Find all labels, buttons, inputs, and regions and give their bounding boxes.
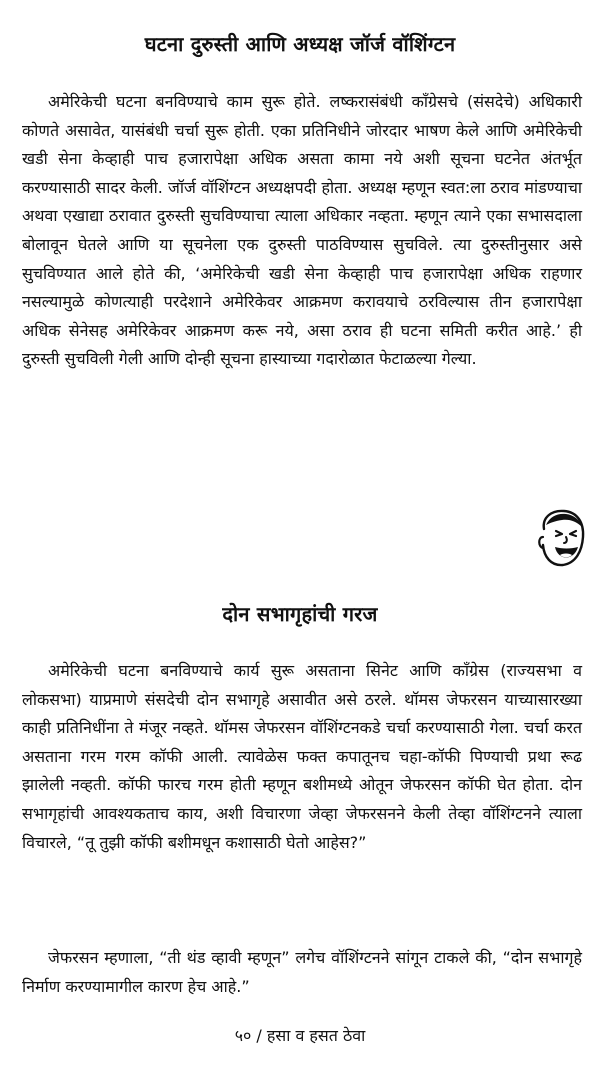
story-title-two-houses: दोन सभागृहांची गरज (222, 602, 378, 626)
story-title-constitution-amendment: घटना दुरुस्ती आणि अध्यक्ष जॉर्ज वॉशिंग्टन (144, 32, 456, 56)
story-body-two-houses: अमेरिकेची घटना बनविण्याचे कार्य सुरू असताना सिनेट आणि कॉंग्रेस (राज्यसभा व लोकसभा) याप्रमाणे संसदेची दोन सभागृहे असावीत असे ठरले. थॉमस जेफरसन याच्यासारख्या काही प्रतिनिधींना ते मंजूर नव्हते. थॉमस जेफरसन वॉशिंग्टनकडे चर्चा करण्यासाठी गेला. चर्चा करत असताना गरम गरम कॉफी आली. त्यावेळेस फक्त कपातूनच चहा-कॉफी पिण्याची प्रथा रूढ झालेली नव्हती. कॉफी फारच गरम होती म्हणून बशीमध्ये ओतून जेफरसन कॉफी घेत होता. दोन सभागृहांची आवश्यकताच काय, अशी विचारणा जेव्हा जेफरसनने केली तेव्हा वॉशिंग्टनने त्याला विचारले, “तू तुझी कॉफी बशीमधून कशासाठी घेतो आहेस?” (22, 661, 582, 852)
laughing-face-icon (536, 507, 588, 569)
story-body-two-houses-ending: जेफरसन म्हणाला, “ती थंड व्हावी म्हणून” लगेच वॉशिंग्टनने सांगून टाकले की, “दोन सभागृहे निर्माण करण्यामागील कारण हेच आहे.” (22, 948, 582, 996)
story-body-constitution-amendment: अमेरिकेची घटना बनविण्याचे काम सुरू होते. लष्करासंबंधी कॉंग्रेसचे (संसदेचे) अधिकारी कोणते असावेत, यासंबंधी चर्चा सुरू होती. एका प्रतिनिधीने जोरदार भाषण केले आणि अमेरिकेची खडी सेना केव्हाही पाच हजारापेक्षा अधिक असता कामा नये अशी सूचना घटनेत अंतर्भूत करण्यासाठी सादर केली. जॉर्ज वॉशिंग्टन अध्यक्षपदी होता. अध्यक्ष म्हणून स्वत:ला ठराव मांडण्याचा अथवा एखाद्या ठरावात दुरुस्ती सुचविण्याचा त्याला अधिकार नव्हता. म्हणून त्याने एका सभासदाला बोलावून घेतले आणि या सूचनेला एक दुरुस्ती पाठविण्यास सुचविले. त्या दुरुस्तीनुसार असे सुचविण्यात आले होते की, ‘अमेरिकेची खडी सेना केव्हाही पाच हजारापेक्षा अधिक राहणार नसल्यामुळे कोणत्याही परदेशाने अमेरिकेवर आक्रमण करावयाचे ठरविल्यास तीन हजारापेक्षा अधिक सेनेसह अमेरिकेवर आक्रमण करू नये, असा ठराव ही घटना समिती करीत आहे.’ ही दुरुस्ती सुचविली गेली आणि दोन्ही सूचना हास्याच्या गदारोळात फेटाळल्या गेल्या. (22, 92, 582, 369)
page-footer: ५० / हसा व हसत ठेवा (234, 1026, 366, 1045)
